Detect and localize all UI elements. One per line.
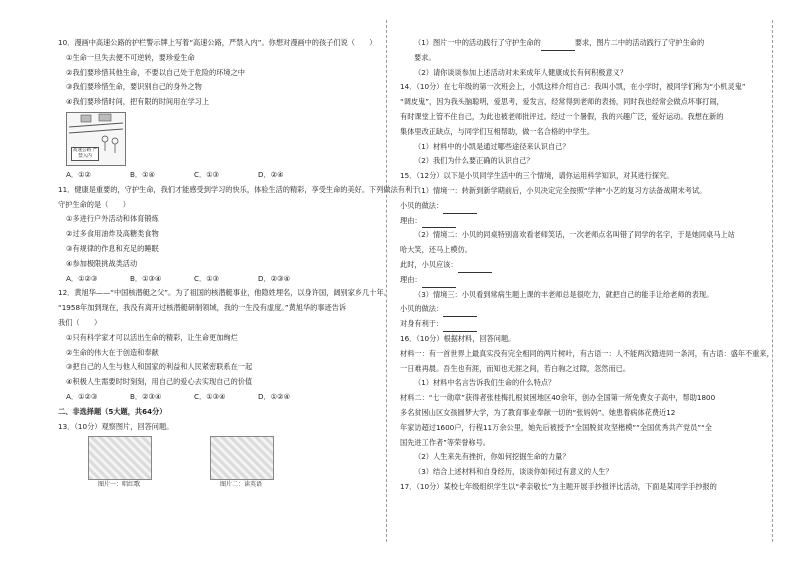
photo-image <box>88 436 152 480</box>
material-text: 多名贫困山区女孩圆梦大学，为了教育事业奉献一切的“张妈妈”。她患着病体花费近12 <box>400 407 676 417</box>
option-c: C．①③ <box>194 273 220 283</box>
statement: ①生命一旦失去便不可逆转，要珍爱生命 <box>66 52 195 62</box>
sub-question: （1）图片一中的活动践行了守护生命的 要求，图片二中的活动践行了守护生命的 <box>400 36 712 51</box>
sub-question: （1）材料中名言告诉我们生命的什么特点？ <box>414 378 556 388</box>
scenario-text: （1）情境一：转新到新学期前后，小贝决定完全按照“学神”小艺的复习方法备战期末考试。 <box>414 185 707 195</box>
sub-question: （2）我们为什么要正确的认识自己？ <box>414 156 534 166</box>
answer-blank[interactable] <box>541 42 575 51</box>
sub-question: （2）人生来先有挫折，你如何挖掘生命的力量？ <box>414 452 570 462</box>
answer-line: 理由： <box>400 273 712 288</box>
option-a: A．①②③ <box>66 273 98 283</box>
material-text: 年家访超过1600户，行程11万余公里，她先后被授予“全国脱贫攻坚楷模”“全国优秀共产党员”“全 <box>400 422 712 432</box>
question-stem: “1958年加到现在，我没有离开过核潜艇研制领域，我的一生没有虚度。”黄旭华的事迹告诉 <box>58 303 347 313</box>
sub-question: 要求。 <box>414 52 436 62</box>
sub-question: （1）材料中的小凯是通过哪些途径来认识自己？ <box>414 141 570 151</box>
statement: ②我们要珍惜其他生命，不要以自己处于危险的环境之中 <box>66 67 245 77</box>
option-d: D．②③④ <box>258 273 291 283</box>
option-b: B．②③④ <box>130 391 162 401</box>
sub-question: （3）结合上述材料和自身经历，谈谈你如何过有意义的人生？ <box>414 467 613 477</box>
option-d: D．①②④ <box>258 391 291 401</box>
photo-row <box>88 436 358 490</box>
question-stem: 11．健康是重要的，守护生命，我们才能感受到学习的快乐，体验生活的精彩，享受生命的美好。下列做法有利于 <box>58 184 420 194</box>
statement: ②过多食用油炸及高糖类食物 <box>66 229 159 239</box>
question-stem: 13．（10分）观察图片，回答问题。 <box>58 421 174 431</box>
question-stem: 我们（ ） <box>58 317 102 327</box>
answer-line: 小贝的做法： <box>400 302 712 317</box>
scenario-text: （2）情境二：小贝的同桌特别喜欢看老师笑话，一次老师点名叫错了同学的名字，于是她同桌马上站 <box>414 230 735 240</box>
warning-sign: 高速公路 严禁入内 <box>72 147 98 159</box>
question-stem: “调皮鬼”，因为我头脑聪明，爱思考，爱发言，经常得到老师的表扬，同时我也经常会做点坏事打闹， <box>400 97 724 107</box>
answer-options <box>58 168 358 183</box>
question-stem: 有时课堂上管不住自己，为此也被老师批评过。经过一个暑假，我的兴趣广泛，爱好运动。我想在新的 <box>400 111 724 121</box>
statement: ③我们要珍惜生命，要识别自己的身外之物 <box>66 82 202 92</box>
question-16 <box>400 332 774 480</box>
cartoon-image <box>66 112 126 166</box>
question-14 <box>400 80 746 169</box>
question-stem: 15．（12分）以下是小贝同学生活中的三个情境，请你运用科学知识，对其进行探究。 <box>400 171 674 181</box>
photo-caption: 图片一：唱红歌 <box>97 481 140 489</box>
question-stem: 16．（10分）根据材料，回答问题。 <box>400 333 516 343</box>
answer-line: 对身有利于： <box>400 317 712 332</box>
statement: ①只有科学家才可以活出生命的精彩，让生命更加绚烂 <box>66 332 238 342</box>
statement: ③有规律的作息和充足的睡眠 <box>66 243 159 253</box>
question-stem: 12．黄旭华——“中国核潜艇之父”。为了祖国的核潜艇事业，他隐姓埋名，以身许国，阔别家乡几十年。 <box>58 288 391 298</box>
statement: ④我们要珍惜时间，把有限的时间用在学习上 <box>66 97 210 107</box>
material-text: 材料二：“七一勋章”获得者张桂梅扎根贫困地区40余年，创办全国第一所免费女子高中，帮助1800 <box>400 393 716 403</box>
option-a: A．①② <box>66 169 91 179</box>
answer-line: 小贝的做法： <box>400 199 712 214</box>
question-15 <box>400 169 735 332</box>
photo-image <box>210 436 274 480</box>
answer-options <box>58 272 358 287</box>
question-13 <box>58 420 358 491</box>
statement: ②生命的伟大在于创造和奉献 <box>66 347 159 357</box>
material-text: 材料一：有一首世界上最真实没有完全相同的两片树叶，有古语一：人不能两次踏进同一条河，有古语：盛年不重来， <box>400 348 774 358</box>
question-13-continued <box>400 36 712 80</box>
question-10 <box>58 36 377 183</box>
photo-one <box>88 436 150 490</box>
answer-line: 此时，小贝应该： <box>400 258 712 273</box>
statement: ①多进行户外活动和体育锻炼 <box>66 214 159 224</box>
answer-blank[interactable] <box>422 279 456 288</box>
question-stem: 10．漫画中高速公路的护栏警示牌上写着“高速公路，严禁入内”。你想对漫画中的孩子们说（ ） <box>58 38 377 47</box>
option-b: B．①③④ <box>130 273 162 283</box>
option-a: A．①②③ <box>66 391 98 401</box>
answer-line: 理由： <box>400 214 712 229</box>
option-c: C．①③④ <box>194 391 226 401</box>
answer-blank[interactable] <box>443 323 477 332</box>
section-heading: 二、非选择题（5大题，共64分） <box>58 406 167 416</box>
binding-line <box>772 20 773 542</box>
question-stem: 守护生命的是（ ） <box>58 199 130 209</box>
answer-options <box>58 390 358 405</box>
statement: ③把自己的人生与他人和国家的利益和人民紧密联系在一起 <box>66 362 253 372</box>
scenario-text: 哈大笑，还马上模仿。 <box>400 245 472 255</box>
option-b: B．①④ <box>130 169 156 179</box>
right-column <box>400 36 774 495</box>
statement: ④参加极限挑战类活动 <box>66 258 138 268</box>
statement: ④积极人生需要时时刻刻，用自己的爱心去实现自己的价值 <box>66 377 253 387</box>
answer-blank[interactable] <box>443 308 477 317</box>
answer-blank[interactable] <box>422 219 456 228</box>
question-17-stem: 17．（10分）某校七年级组织学生以“孝亲敬长”为主题开展手抄报评比活动，下面是某同学手抄报的 <box>400 481 717 491</box>
option-c: C．①③ <box>194 169 220 179</box>
photo-two <box>210 436 272 490</box>
material-text: 一日难再晨。吾生也有涯，而知也无涯之间，若白驹之过隙，忽然而已。 <box>400 363 631 373</box>
material-text: 国先进工作者”等荣誉称号。 <box>400 437 490 447</box>
question-12 <box>58 286 391 404</box>
question-stem: 14．（10分）在七年级的第一次班会上，小凯这样介绍自己：我叫小凯，在小学时，被同学们称为“小机灵鬼” <box>400 82 746 92</box>
scenario-text: （3）情境三：小贝看到常病生题上课的丰老师总是很吃力，就把自己的能手让给老师的表现。 <box>414 289 714 299</box>
sub-question: （2）请你谈谈参加上述活动对未来成年人健康成长有何积极意义？ <box>414 67 628 77</box>
column-divider <box>386 20 387 542</box>
question-stem: 集体里改正缺点，与同学们互相帮助，做一名合格的中学生。 <box>400 126 595 136</box>
photo-caption: 图片二：读英语 <box>219 481 262 489</box>
answer-blank[interactable] <box>443 205 477 214</box>
answer-blank[interactable] <box>458 264 492 273</box>
option-d: D．②④ <box>258 169 284 179</box>
